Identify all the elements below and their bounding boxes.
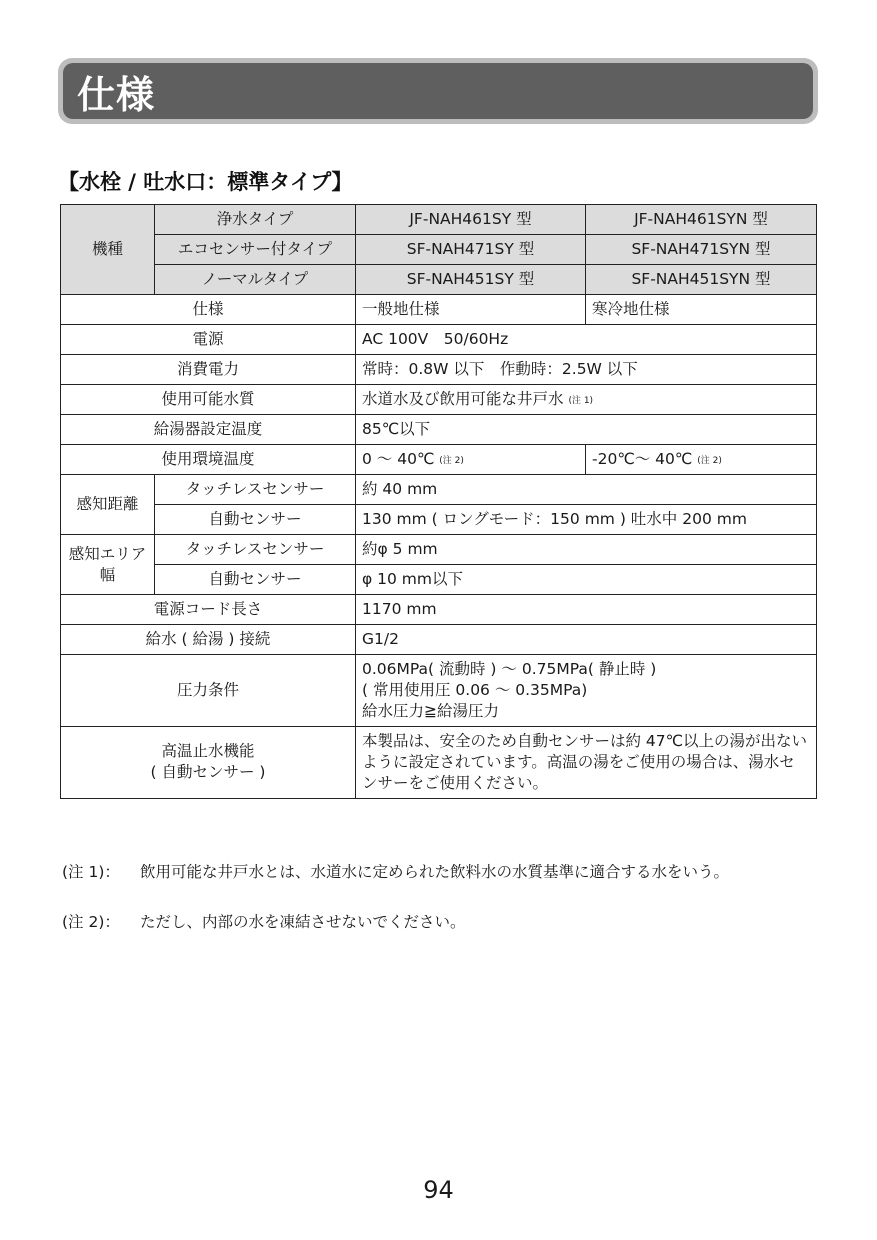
table-row [61, 535, 817, 565]
row-label: 消費電力 [61, 355, 356, 385]
table-row [61, 325, 817, 355]
model-cell: SF-NAH451SY 型 [356, 265, 586, 295]
table-row [61, 726, 817, 798]
row-label: 電源コード長さ [61, 595, 356, 625]
table-row [61, 445, 817, 475]
row-value [356, 655, 817, 727]
table-row [61, 625, 817, 655]
row-value: G1/2 [356, 625, 817, 655]
row-value [356, 445, 586, 475]
pressure-line: ( 常用使用圧 0.06 ～ 0.35MPa) [362, 680, 588, 699]
table-row [61, 265, 817, 295]
table-row [61, 655, 817, 727]
type-cell: ノーマルタイプ [155, 265, 356, 295]
table-row [61, 205, 817, 235]
row-value: 85℃以下 [356, 415, 817, 445]
sub-label: 自動センサー [155, 505, 356, 535]
footnote-label: (注 1)： [62, 863, 120, 881]
sub-label: 自動センサー [155, 565, 356, 595]
model-cell: SF-NAH471SY 型 [356, 235, 586, 265]
footnote-text: ただし、内部の水を凍結させないでください。 [140, 913, 466, 931]
sub-label: タッチレスセンサー [155, 535, 356, 565]
footnote [62, 860, 812, 884]
note-ref: (注 2) [439, 456, 464, 467]
hot-stop-label: 高温止水機能 [161, 742, 255, 761]
row-label: 使用可能水質 [61, 385, 356, 415]
water-quality-value: 水道水及び飲用可能な井戸水 [362, 390, 564, 409]
table-row [61, 295, 817, 325]
row-label: 給水 ( 給湯 ) 接続 [61, 625, 356, 655]
footnote [62, 910, 812, 934]
page-title: 仕様 [77, 72, 156, 117]
model-cell: JF-NAH461SYN 型 [586, 205, 817, 235]
row-value: 本製品は、安全のため自動センサーは約 47℃以上の湯が出ないように設定されています。高温の湯をご使用の場合は、湯水センサーをご使用ください。 [356, 726, 817, 798]
table-row [61, 415, 817, 445]
table-row [61, 355, 817, 385]
row-value: 130 mm ( ロングモード：150 mm ) 吐水中 200 mm [356, 505, 817, 535]
group-label: 感知距離 [61, 475, 155, 535]
group-label: 感知エリア幅 [61, 535, 155, 595]
table-row [61, 385, 817, 415]
note-ref: (注 1) [568, 396, 594, 407]
footnote-label: (注 2)： [62, 913, 120, 931]
table-row [61, 475, 817, 505]
title-inner [63, 63, 813, 119]
row-value: 常時：0.8W 以下 作動時：2.5W 以下 [356, 355, 817, 385]
model-cell: SF-NAH451SYN 型 [586, 265, 817, 295]
row-value: 一般地仕様 [356, 295, 586, 325]
row-value [586, 445, 817, 475]
title-bar [58, 58, 818, 124]
row-label: 使用環境温度 [61, 445, 356, 475]
type-cell: 浄水タイプ [155, 205, 356, 235]
kishu-cell: 機種 [61, 205, 155, 295]
type-cell: エコセンサー付タイプ [155, 235, 356, 265]
row-label [61, 726, 356, 798]
row-label: 電源 [61, 325, 356, 355]
model-cell: SF-NAH471SYN 型 [586, 235, 817, 265]
row-value: 約φ 5 mm [356, 535, 817, 565]
table-row [61, 235, 817, 265]
table-row [61, 595, 817, 625]
hot-stop-sublabel: ( 自動センサー ) [150, 763, 266, 782]
row-value: AC 100V 50/60Hz [356, 325, 817, 355]
env-temp-a: 0 ～ 40℃ [362, 450, 435, 469]
sub-label: タッチレスセンサー [155, 475, 356, 505]
row-value: 寒冷地仕様 [586, 295, 817, 325]
row-value: 1170 mm [356, 595, 817, 625]
table-row [61, 505, 817, 535]
pressure-line: 0.06MPa( 流動時 ) ～ 0.75MPa( 静止時 ) [362, 660, 657, 678]
note-ref: (注 2) [697, 456, 722, 467]
row-label: 仕様 [61, 295, 356, 325]
row-value [356, 385, 817, 415]
row-label: 圧力条件 [61, 655, 356, 727]
model-cell: JF-NAH461SY 型 [356, 205, 586, 235]
env-temp-b: -20℃～ 40℃ [592, 450, 693, 469]
pressure-line: 給水圧力≧給湯圧力 [362, 701, 499, 720]
footnote-text: 飲用可能な井戸水とは、水道水に定められた飲料水の水質基準に適合する水をいう。 [140, 863, 730, 881]
row-value: φ 10 mm以下 [356, 565, 817, 595]
section-heading: 【水栓 / 吐水口：標準タイプ】 [58, 170, 353, 194]
table-row [61, 565, 817, 595]
row-value: 約 40 mm [356, 475, 817, 505]
spec-table [60, 204, 817, 799]
row-label: 給湯器設定温度 [61, 415, 356, 445]
page-number: 94 [423, 1176, 454, 1204]
